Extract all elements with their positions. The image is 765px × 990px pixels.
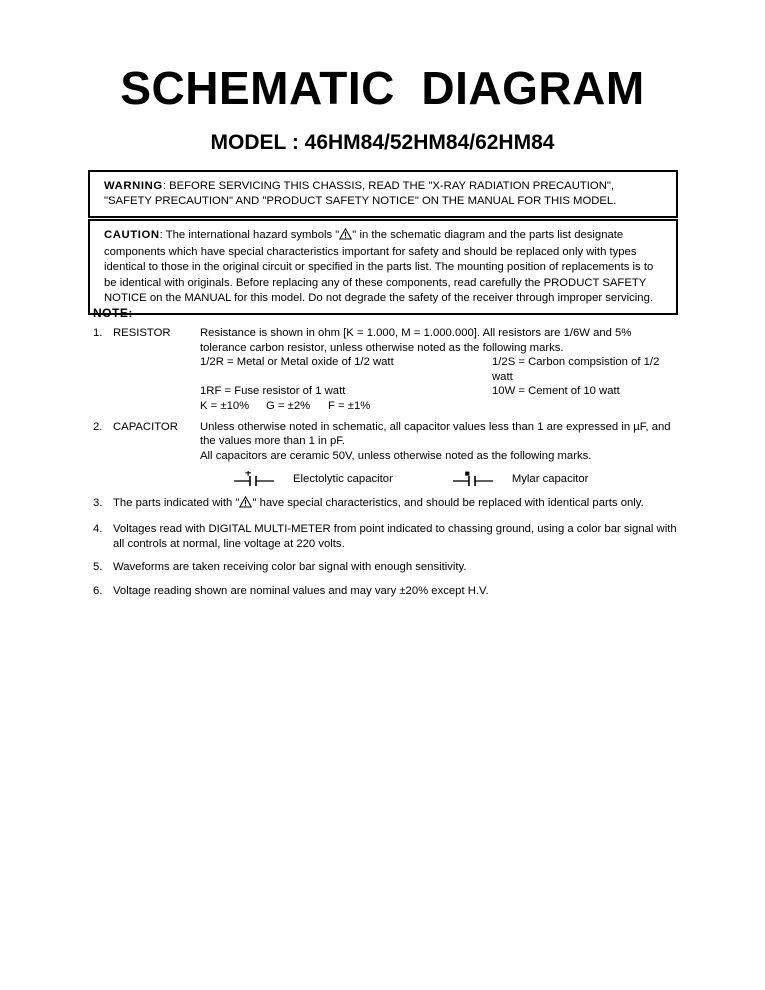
warning-notice-box xyxy=(88,170,678,218)
resistor-paragraph: Resistance is shown in ohm [K = 1.000, M = 1.000.000]. All resistors are 1/6W and 5% tolerance carbon resistor, unless otherwise noted as the following marks. xyxy=(200,327,632,354)
note-item-number: 3. xyxy=(93,497,103,510)
resistor-mark-right: 10W = Cement of 10 watt xyxy=(492,385,620,398)
model-subtitle: MODEL : 46HM84/52HM84/62HM84 xyxy=(210,131,555,154)
resistor-mark-left: 1/2R = Metal or Metal oxide of 1/2 watt xyxy=(200,356,394,369)
title-block xyxy=(0,62,765,156)
caution-label: CAUTION xyxy=(104,229,160,241)
note-item-5 xyxy=(93,560,678,575)
note-heading: NOTE: xyxy=(93,306,133,320)
note-3-text-before: The parts indicated with " xyxy=(113,497,240,510)
resistor-mark-row xyxy=(200,355,678,384)
note-item-number: 4. xyxy=(93,522,103,535)
electrolytic-capacitor-label: Electolytic capacitor xyxy=(293,473,393,486)
resistor-tolerance-k: K = ±10% xyxy=(200,399,250,412)
note-item-number: 1. xyxy=(93,327,103,339)
capacitor-legend-mylar xyxy=(453,471,589,487)
capacitor-paragraph-1: Unless otherwise noted in schematic, all capacitor values less than 1 are expressed in µF, and the values more than 1 in pF. xyxy=(200,420,671,448)
note-item-body xyxy=(200,326,678,414)
note-item-3 xyxy=(93,496,678,513)
hazard-warning-triangle-icon xyxy=(339,228,352,245)
notes-list xyxy=(93,326,678,598)
resistor-mark-left: 1RF = Fuse resistor of 1 watt xyxy=(200,385,346,398)
note-item-resistor xyxy=(93,326,678,414)
resistor-mark-row xyxy=(200,384,678,399)
note-item-6 xyxy=(93,584,678,599)
capacitor-legend-electrolytic xyxy=(234,471,393,487)
note-item-term: CAPACITOR xyxy=(113,420,178,433)
note-item-number: 5. xyxy=(93,561,103,574)
hazard-warning-triangle-icon xyxy=(239,496,252,513)
caution-text-before: : The international hazard symbols " xyxy=(159,229,340,241)
warning-text: : BEFORE SERVICING THIS CHASSIS, READ THE "X-RAY RADIATION PRECAUTION", "SAFETY PRECAUTION" AND "PRODUCT SAFETY NOTICE" ON THE MANUAL FOR THIS MODEL. xyxy=(104,180,617,208)
electrolytic-capacitor-symbol-icon xyxy=(234,471,286,487)
note-item-body: Voltages read with DIGITAL MULTI-METER from point indicated to chassing ground, using a color bar signal with all controls at normal, line voltage at 220 volts. xyxy=(113,522,677,550)
warning-label: WARNING xyxy=(104,180,163,192)
page-title: SCHEMATIC DIAGRAM xyxy=(120,62,645,114)
capacitor-paragraph-2: All capacitors are ceramic 50V, unless otherwise noted as the following marks. xyxy=(200,449,592,462)
resistor-tolerance-g: G = ±2% xyxy=(266,399,311,412)
note-item-term: RESISTOR xyxy=(113,327,171,339)
note-item-number: 2. xyxy=(93,420,103,433)
capacitor-symbol-legend xyxy=(200,471,678,487)
note-item-body: Voltage reading shown are nominal values and may vary ±20% except H.V. xyxy=(113,584,489,597)
note-item-body xyxy=(200,420,678,488)
note-item-4 xyxy=(93,522,678,551)
note-item-body: Waveforms are taken receiving color bar signal with enough sensitivity. xyxy=(113,561,467,574)
resistor-tolerance-f: F = ±1% xyxy=(328,399,371,412)
caution-notice-box xyxy=(88,219,678,315)
resistor-marks-grid xyxy=(200,355,678,413)
note-3-text-after: " have special characteristics, and should be replaced with identical parts only. xyxy=(252,497,644,510)
resistor-mark-right: 1/2S = Carbon compsistion of 1/2 watt xyxy=(492,356,660,383)
note-item-number: 6. xyxy=(93,584,103,597)
mylar-capacitor-symbol-icon xyxy=(453,471,505,487)
mylar-capacitor-label: Mylar capacitor xyxy=(511,473,589,486)
caution-text-after: " in the schematic diagram and the parts list designate components which have special characteristics important for safety and should be replaced only with types identical to those in the original circuit or specified in the parts list. The mounting position of replacements is to be identical with originals. Before replacing any of these components, read carefully the PRODUCT SAFETY NOTICE on the MANUAL for this model. Do not degrade the safety of the receiver through improper servicing. xyxy=(104,229,654,304)
note-item-capacitor xyxy=(93,420,678,488)
resistor-tolerance-row xyxy=(200,399,678,414)
note-item-body xyxy=(113,496,678,513)
